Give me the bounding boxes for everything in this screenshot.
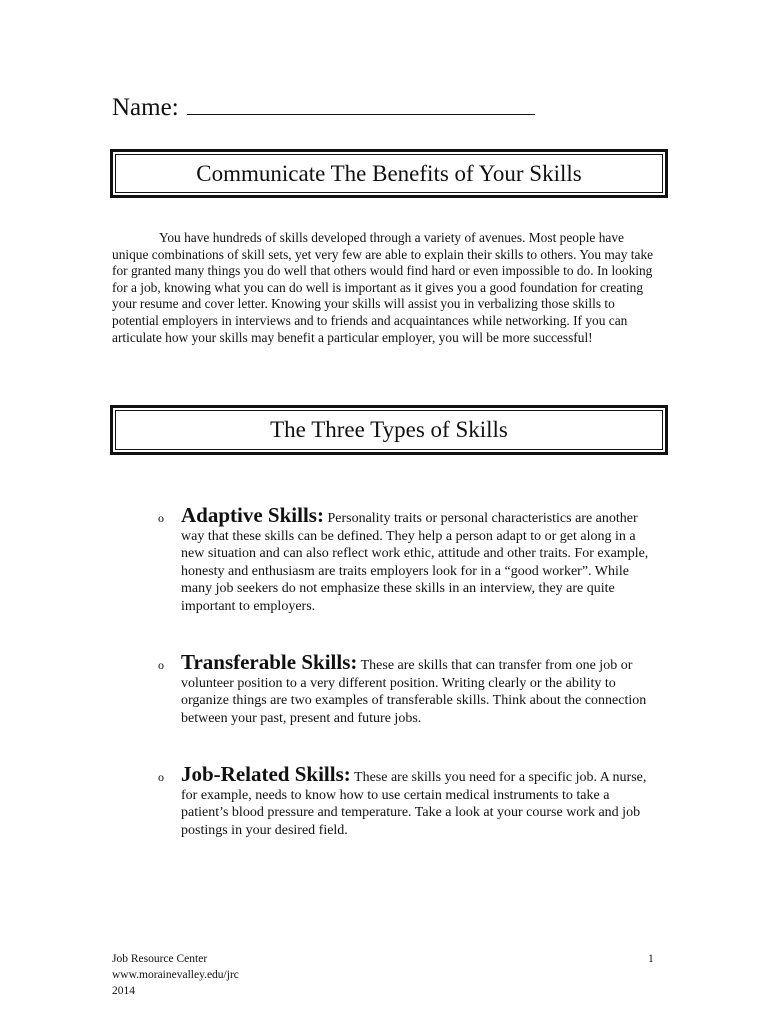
section-title-three-types: The Three Types of Skills [115,410,663,450]
section-title-benefits: Communicate The Benefits of Your Skills [115,154,663,193]
bullet-marker: o [158,511,164,525]
skill-heading-adaptive: Adaptive Skills: [181,503,324,527]
skill-text-job-related: These are skills you need for a specific job. A nurse, for example, needs to know how to use certain medical instruments to take a patient’s blood pressure and temperature. Take a look at your course work and job postings in your desired field. [181,770,647,838]
skill-heading-job-related: Job-Related Skills: [181,762,351,786]
bullet-marker: o [158,658,164,672]
name-label: Name: [112,94,179,121]
skill-heading-transferable: Transferable Skills: [181,650,358,674]
name-blank-line [187,92,535,115]
intro-paragraph: You have hundreds of skills developed through a variety of avenues. Most people have unique combinations of skill sets, yet very few are able to explain their skills to others. You may take for granted many things you do well that others would find hard or even impossible to do. In looking for a job, knowing what you can do well is important as it gives you a good foundation for creating your resume and cover letter. Knowing your skills will assist you in verbalizing those skills to potential employers in interviews and to friends and acquaintances while networking. If you can articulate how your skills may benefit a particular employer, you will be more successful! [112,230,654,345]
footer-org-name: Job Resource Center [112,953,208,965]
skill-item-transferable [158,650,655,727]
section-title-box-benefits [110,149,668,198]
bullet-marker: o [158,770,164,784]
name-field-line [112,92,535,124]
page-footer [112,951,239,999]
footer-year: 2014 [112,985,135,997]
skill-text-transferable: These are skills that can transfer from one job or volunteer position to a very different position. Writing clearly or the ability to organize things are two examples of transferable skills. Think about the connection between your past, present and future jobs. [181,658,647,726]
section-title-box-three-types [110,405,668,455]
skill-item-job-related [158,762,655,839]
skill-item-adaptive [158,503,655,616]
footer-website: www.morainevalley.edu/jrc [112,969,239,981]
skill-text-adaptive: Personality traits or personal characteristics are another way that these skills can be defined. They help a person adapt to or get along in a new situation and can also reflect work ethic, attitude and other traits. For example, honesty and enthusiasm are traits employers look for in a “good worker”. While many job seekers do not emphasize these skills in an interview, they are quite important to employers. [181,511,649,614]
page-number: 1 [648,953,654,965]
